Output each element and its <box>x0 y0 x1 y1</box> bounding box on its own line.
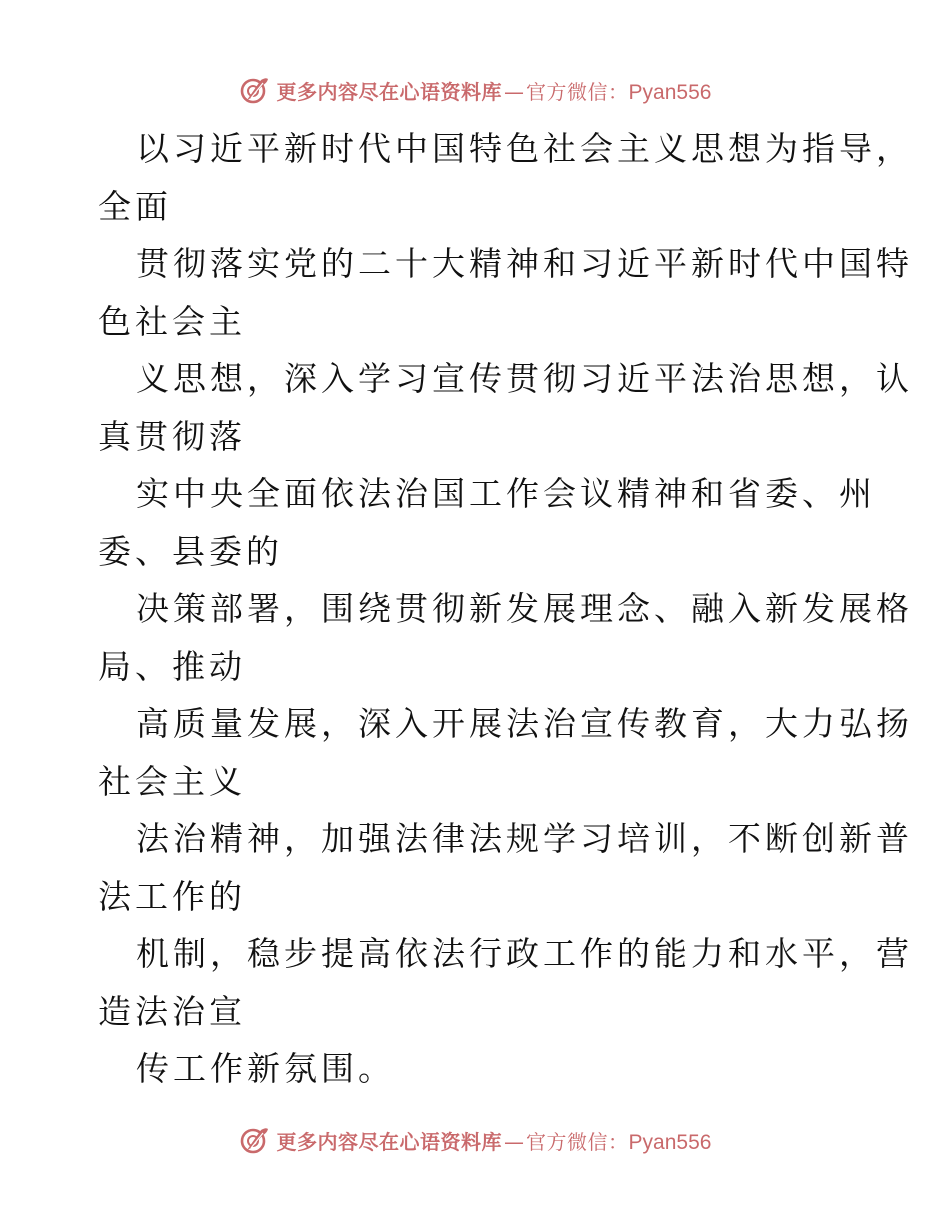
feather-pen-circle-icon <box>239 1124 271 1156</box>
body-line: 局、推动 <box>98 646 246 686</box>
header-banner <box>0 70 950 110</box>
banner-separator: — <box>504 1129 525 1154</box>
body-line: 以习近平新时代中国特色社会主义思想为指导， <box>136 129 913 168</box>
body-line: 色社会主 <box>98 301 246 341</box>
document-body <box>98 120 913 1098</box>
feather-pen-circle-icon <box>239 74 271 106</box>
banner-text <box>277 76 712 105</box>
body-line: 造法治宣 <box>98 991 246 1031</box>
banner-contact-id: Pyan556 <box>628 1130 712 1154</box>
body-line: 决策部署，围绕贯彻新发展理念、融入新发展格 <box>136 589 913 628</box>
banner-site-name: 更多内容尽在心语资料库 <box>276 1129 503 1154</box>
footer-banner <box>0 1120 950 1160</box>
banner-separator: — <box>504 79 525 104</box>
body-line: 委、县委的 <box>98 531 283 571</box>
banner-text <box>277 1126 712 1155</box>
banner-contact-id: Pyan556 <box>628 80 712 104</box>
body-line: 贯彻落实党的二十大精神和习近平新时代中国特 <box>136 244 913 283</box>
body-line: 法治精神，加强法律法规学习培训，不断创新普 <box>136 819 913 858</box>
body-line: 传工作新氛围。 <box>136 1049 395 1088</box>
body-line: 真贯彻落 <box>98 416 246 456</box>
banner-contact-label: 官方微信： <box>526 1129 629 1154</box>
banner-contact-label: 官方微信： <box>526 79 629 104</box>
body-line: 实中央全面依法治国工作会议精神和省委、州 <box>136 474 876 513</box>
body-line: 全面 <box>98 186 172 226</box>
banner-site-name: 更多内容尽在心语资料库 <box>276 79 503 104</box>
body-line: 法工作的 <box>98 876 246 916</box>
body-line: 高质量发展，深入开展法治宣传教育，大力弘扬 <box>136 704 913 743</box>
body-line: 社会主义 <box>98 761 246 801</box>
body-line: 义思想，深入学习宣传贯彻习近平法治思想，认 <box>136 359 913 398</box>
body-line: 机制，稳步提高依法行政工作的能力和水平，营 <box>136 934 913 973</box>
